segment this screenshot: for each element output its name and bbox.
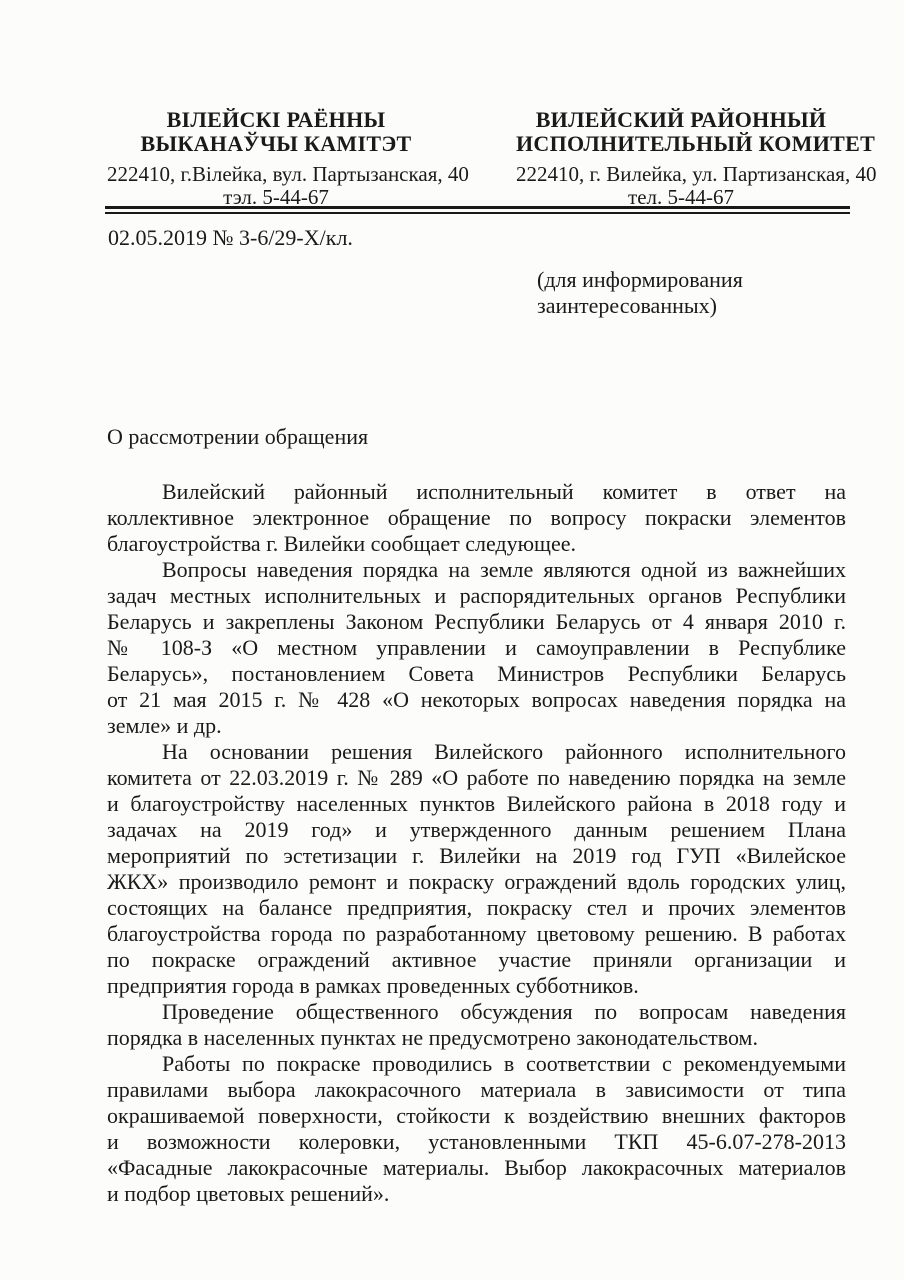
letterhead-belarusian xyxy=(107,107,469,209)
letterhead-russian xyxy=(516,107,877,209)
text-line: и подбор цветовых решений». xyxy=(107,1181,390,1206)
org-name-line: ИСПОЛНИТЕЛЬНЫЙ КОМИТЕТ xyxy=(516,131,876,156)
text-line: предприятия города в рамках проведенных субботников. xyxy=(107,973,639,998)
text-line: коллективное электронное обращение по вопросу покраски элементов xyxy=(107,505,846,530)
org-name-belarusian xyxy=(107,108,445,156)
text-line: порядка в населенных пунктах не предусмотрено законодательством. xyxy=(107,1025,758,1050)
text-line: «Фасадные лакокрасочные материалы. Выбор лакокрасочных материалов xyxy=(107,1155,846,1180)
body-paragraph xyxy=(107,1051,846,1207)
reference-date-number: 02.05.2019 № 3-6/29-Х/кл. xyxy=(108,225,353,250)
org-contacts-russian xyxy=(516,162,877,209)
text-line: № 108-З «О местном управлении и самоуправлении в Республике xyxy=(107,635,846,660)
body-paragraph xyxy=(107,479,846,557)
org-phone: тэл. 5-44-67 xyxy=(223,185,329,209)
text-line: земле» и др. xyxy=(107,713,222,738)
text-line: Проведение общественного обсуждения по вопросам наведения xyxy=(162,999,846,1024)
text-line: благоустройства г. Вилейки сообщает следующее. xyxy=(107,531,577,556)
text-line: от 21 мая 2015 г. № 428 «О некоторых вопросах наведения порядка на xyxy=(107,687,846,712)
text-line: по покраске ограждений активное участие приняли организации и xyxy=(107,947,846,972)
text-line: Вопросы наведения порядка на земле являются одной из важнейших xyxy=(162,557,846,582)
text-line: ЖКХ» производило ремонт и покраску ограждений вдоль городских улиц, xyxy=(107,869,846,894)
text-line: задач местных исполнительных и распорядительных органов Республики xyxy=(107,583,846,608)
body-paragraph xyxy=(107,739,846,999)
text-line: благоустройства города по разработанному цветовому решению. В работах xyxy=(107,921,846,946)
org-phone: тел. 5-44-67 xyxy=(628,185,734,209)
body-paragraph xyxy=(107,999,846,1051)
text-line: состоящих на балансе предприятия, покраску стел и прочих элементов xyxy=(107,895,846,920)
org-address: 222410, г.Вілейка, вул. Партызанская, 40 xyxy=(107,162,469,186)
text-line: Беларусь и закреплены Законом Республики Беларусь от 4 января 2010 г. xyxy=(107,609,846,634)
letterhead-divider-rule xyxy=(105,206,850,214)
letterhead xyxy=(107,107,877,209)
text-line: На основании решения Вилейского районного исполнительного xyxy=(162,739,846,764)
text-line: и возможности колеровки, установленными ТКП 45-6.07-278-2013 xyxy=(107,1129,846,1154)
org-contacts-belarusian xyxy=(107,162,469,209)
text-line: правилами выбора лакокрасочного материала в зависимости от типа xyxy=(107,1077,846,1102)
text-line: мероприятий по эстетизации г. Вилейки на 2019 год ГУП «Вилейское xyxy=(107,843,846,868)
text-line: Работы по покраске проводились в соответствии с рекомендуемыми xyxy=(162,1051,846,1076)
org-name-russian xyxy=(516,107,876,156)
recipient-note-line: заинтересованных) xyxy=(537,293,717,318)
recipient-note xyxy=(537,267,743,319)
org-name-line: ВИЛЕЙСКИЙ РАЙОННЫЙ xyxy=(535,107,827,132)
text-line: задачах на 2019 год» и утвержденного данным решением Плана xyxy=(107,817,846,842)
recipient-note-line: (для информирования xyxy=(537,267,743,292)
org-name-line: ВІЛЕЙСКІ РАЁННЫ xyxy=(166,107,386,132)
org-address: 222410, г. Вилейка, ул. Партизанская, 40 xyxy=(516,162,877,186)
text-line: и благоустройству населенных пунктов Вилейского района в 2018 году и xyxy=(107,791,846,816)
text-line: Беларусь», постановлением Совета Министров Республики Беларусь xyxy=(107,661,846,686)
text-line: комитета от 22.03.2019 г. № 289 «О работе по наведению порядка на земле xyxy=(107,765,846,790)
body-text xyxy=(107,479,846,1207)
org-name-line: ВЫКАНАЎЧЫ КАМІТЭТ xyxy=(140,131,412,156)
text-line: окрашиваемой поверхности, стойкости к воздействию внешних факторов xyxy=(107,1103,846,1128)
subject-line: О рассмотрении обращения xyxy=(107,424,369,449)
body-paragraph xyxy=(107,557,846,739)
text-line: Вилейский районный исполнительный комитет в ответ на xyxy=(162,479,846,504)
